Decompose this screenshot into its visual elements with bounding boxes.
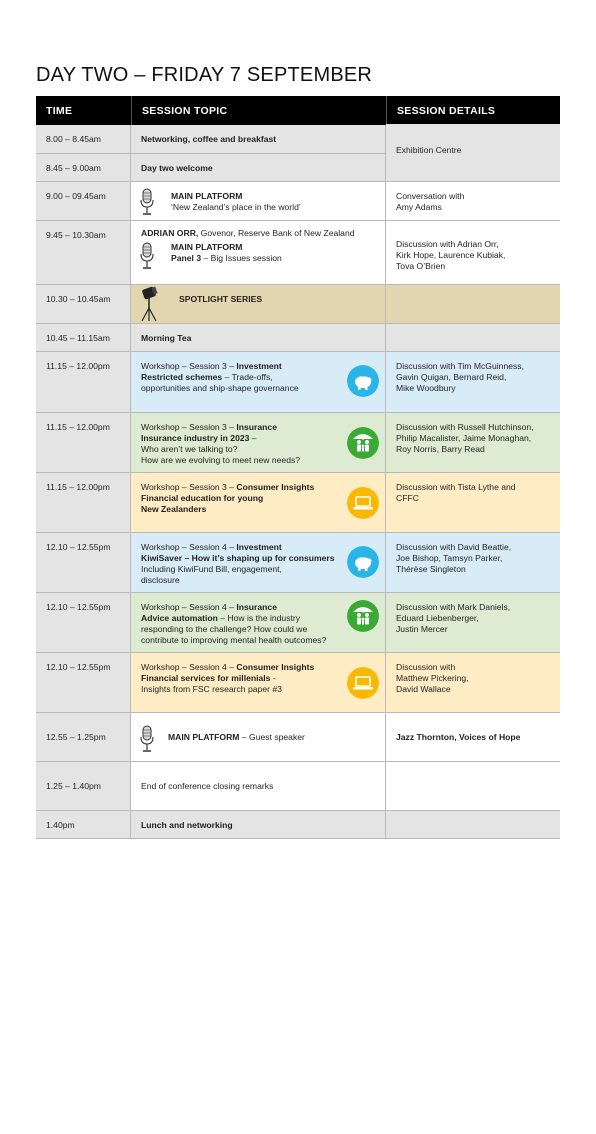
details-line: Roy Norris, Barry Read	[396, 443, 485, 454]
table-row	[36, 713, 560, 762]
family-umbrella-icon	[347, 427, 379, 459]
laptop-icon	[347, 667, 379, 699]
details-cell	[386, 324, 560, 351]
piggy-bank-icon	[347, 546, 379, 578]
piggy-bank-icon	[347, 365, 379, 397]
workshop-stream: Insurance	[236, 422, 277, 432]
header-details: SESSION DETAILS	[386, 96, 560, 125]
workshop-desc: Insights from FSC research paper #3	[141, 683, 282, 694]
details-cell	[386, 473, 560, 532]
workshop-desc: Who aren’t we talking to?	[141, 443, 238, 454]
spotlight-icon	[139, 286, 161, 322]
workshop-heading: Restricted schemes	[141, 371, 223, 382]
workshop-desc: Including KiwiFund Bill, engagement,	[141, 563, 282, 574]
time-cell: 11.15 – 12.00pm	[36, 413, 131, 472]
details-cell	[386, 533, 560, 592]
workshop-stream: Investment	[236, 542, 282, 552]
details-cell	[386, 352, 560, 412]
details-cell	[386, 593, 560, 652]
workshop-prefix: Workshop – Session 4 –	[141, 602, 237, 612]
details-line: Joe Bishop, Tamsyn Parker,	[396, 552, 503, 563]
topic-cell	[131, 811, 386, 838]
workshop-heading: Advice automation	[141, 612, 218, 623]
details-cell	[386, 653, 560, 712]
workshop-desc: opportunities and ship-shape governance	[141, 382, 299, 393]
workshop-prefix: Workshop – Session 4 –	[141, 542, 237, 552]
workshop-stream: Investment	[236, 361, 282, 371]
details-line: Discussion with Russell Hutchinson,	[396, 422, 534, 432]
family-umbrella-icon	[347, 600, 379, 632]
platform-label: MAIN PLATFORM	[171, 241, 243, 252]
table-row	[36, 285, 560, 324]
topic-cell	[131, 762, 386, 810]
details-line: Matthew Pickering,	[396, 672, 469, 683]
topic-cell	[131, 125, 386, 153]
time-cell: 8.45 – 9.00am	[36, 154, 131, 181]
microphone-icon	[139, 725, 155, 753]
details-cell	[386, 285, 560, 323]
workshop-stream: Insurance	[236, 602, 277, 612]
platform-desc: – Guest speaker	[239, 732, 305, 742]
details-line: Discussion with Mark Daniels,	[396, 602, 511, 612]
session-subtitle: ‘New Zealand’s place in the world’	[171, 201, 301, 212]
table-row	[36, 593, 560, 653]
time-cell: 9.00 – 09.45am	[36, 182, 131, 220]
workshop-heading: Insurance industry in 2023	[141, 432, 250, 443]
microphone-icon	[139, 242, 155, 270]
table-row	[36, 473, 560, 533]
details-cell	[386, 413, 560, 472]
time-cell: 12.10 – 12.55pm	[36, 533, 131, 592]
header-time: TIME	[46, 104, 73, 117]
topic-text: SPOTLIGHT SERIES	[179, 294, 263, 304]
time-cell: 1.40pm	[36, 811, 131, 838]
header-topic: SESSION TOPIC	[131, 96, 386, 125]
details-line: David Wallace	[396, 683, 451, 694]
details-line: Tova O’Brien	[396, 260, 446, 271]
table-row	[36, 653, 560, 713]
topic-cell	[131, 182, 386, 220]
page-title: DAY TWO – FRIDAY 7 SEPTEMBER	[36, 64, 373, 86]
time-cell: 11.15 – 12.00pm	[36, 473, 131, 532]
time-cell: 1.25 – 1.40pm	[36, 762, 131, 810]
panel-desc: – Big Issues session	[201, 252, 282, 263]
speaker-name: ADRIAN ORR,	[141, 228, 199, 238]
details-cell	[386, 762, 560, 810]
details-line: Justin Mercer	[396, 623, 448, 634]
details-line: Discussion with Adrian Orr,	[396, 239, 499, 249]
workshop-prefix: Workshop – Session 4 –	[141, 662, 237, 672]
time-cell: 12.10 – 12.55pm	[36, 653, 131, 712]
workshop-prefix: Workshop – Session 3 –	[141, 422, 237, 432]
topic-cell	[131, 473, 386, 532]
workshop-stream: Consumer Insights	[236, 662, 315, 672]
table-row	[36, 762, 560, 811]
workshop-heading: New Zealanders	[141, 503, 207, 514]
details-line: Discussion with	[396, 662, 456, 672]
topic-cell	[131, 324, 386, 351]
topic-cell	[131, 593, 386, 652]
details-cell	[386, 221, 560, 284]
details-line: Discussion with Tim McGuinness,	[396, 361, 524, 371]
topic-cell	[131, 713, 386, 761]
topic-text: Networking, coffee and breakfast	[141, 134, 277, 144]
details-line: Gavin Quigan, Bernard Reid,	[396, 371, 507, 382]
table-row	[36, 182, 560, 221]
workshop-prefix: Workshop – Session 3 –	[141, 361, 237, 371]
table-header	[36, 96, 560, 125]
details-line: Thérèse Singleton	[396, 563, 466, 574]
topic-cell	[131, 533, 386, 592]
table-row	[36, 221, 560, 285]
details-cell	[386, 811, 560, 838]
time-cell: 12.10 – 12.55pm	[36, 593, 131, 652]
exhibition-centre-cell: Exhibition Centre	[386, 124, 560, 182]
workshop-stream: Consumer Insights	[236, 482, 315, 492]
details-line: Philip Macalister, Jaime Monaghan,	[396, 432, 532, 443]
details-line: Mike Woodbury	[396, 382, 456, 393]
workshop-heading-rest: – Trade-offs,	[222, 371, 273, 382]
details-line: Eduard Liebenberger,	[396, 612, 479, 623]
panel-label: Panel 3	[171, 252, 202, 263]
topic-cell	[131, 285, 386, 323]
details-line: Discussion with David Beattie,	[396, 542, 512, 552]
workshop-prefix: Workshop – Session 3 –	[141, 482, 237, 492]
workshop-heading: Financial services for millenials	[141, 672, 271, 683]
table-row	[36, 413, 560, 473]
table-row	[36, 533, 560, 593]
topic-cell	[131, 352, 386, 412]
workshop-heading: Financial education for young	[141, 492, 264, 503]
schedule-table	[36, 96, 560, 839]
workshop-desc: contribute to improving mental health outcomes?	[141, 634, 327, 645]
time-cell: 8.00 – 8.45am	[36, 125, 131, 153]
speaker-role: Govenor, Reserve Bank of New Zealand	[198, 228, 355, 238]
topic-text: Day two welcome	[141, 163, 213, 173]
topic-text: Lunch and networking	[141, 820, 233, 830]
time-cell: 12.55 – 1.25pm	[36, 713, 131, 761]
workshop-desc: disclosure	[141, 574, 180, 585]
table-row	[36, 352, 560, 413]
topic-cell	[131, 154, 386, 181]
platform-label: MAIN PLATFORM	[171, 191, 243, 201]
workshop-desc: responding to the challenge? How could we	[141, 623, 308, 634]
microphone-icon	[139, 188, 155, 216]
details-line: Discussion with Tista Lythe and	[396, 482, 516, 492]
laptop-icon	[347, 487, 379, 519]
topic-cell	[131, 413, 386, 472]
table-row	[36, 811, 560, 839]
time-cell: 10.30 – 10.45am	[36, 285, 131, 323]
workshop-desc: How are we evolving to meet new needs?	[141, 454, 301, 465]
topic-text: Morning Tea	[141, 333, 192, 343]
workshop-heading-rest: -	[270, 672, 276, 683]
topic-text: End of conference closing remarks	[141, 781, 274, 791]
details-line: Amy Adams	[396, 201, 442, 212]
details-cell	[386, 182, 560, 220]
details-line: Kirk Hope, Laurence Kubiak,	[396, 249, 506, 260]
details-cell	[386, 713, 560, 761]
topic-cell	[131, 653, 386, 712]
time-cell: 9.45 – 10.30am	[36, 221, 131, 284]
details-line: Jazz Thornton, Voices of Hope	[396, 732, 521, 742]
platform-label: MAIN PLATFORM	[168, 732, 240, 742]
workshop-heading-rest: – How is the industry	[217, 612, 301, 623]
time-cell: 11.15 – 12.00pm	[36, 352, 131, 412]
workshop-heading-rest: –	[249, 432, 257, 443]
details-line: Conversation with	[396, 191, 465, 201]
details-line: CFFC	[396, 492, 419, 503]
workshop-heading: KiwiSaver – How it’s shaping up for consumers	[141, 552, 335, 563]
table-row	[36, 324, 560, 352]
time-cell: 10.45 – 11.15am	[36, 324, 131, 351]
topic-cell	[131, 221, 386, 284]
